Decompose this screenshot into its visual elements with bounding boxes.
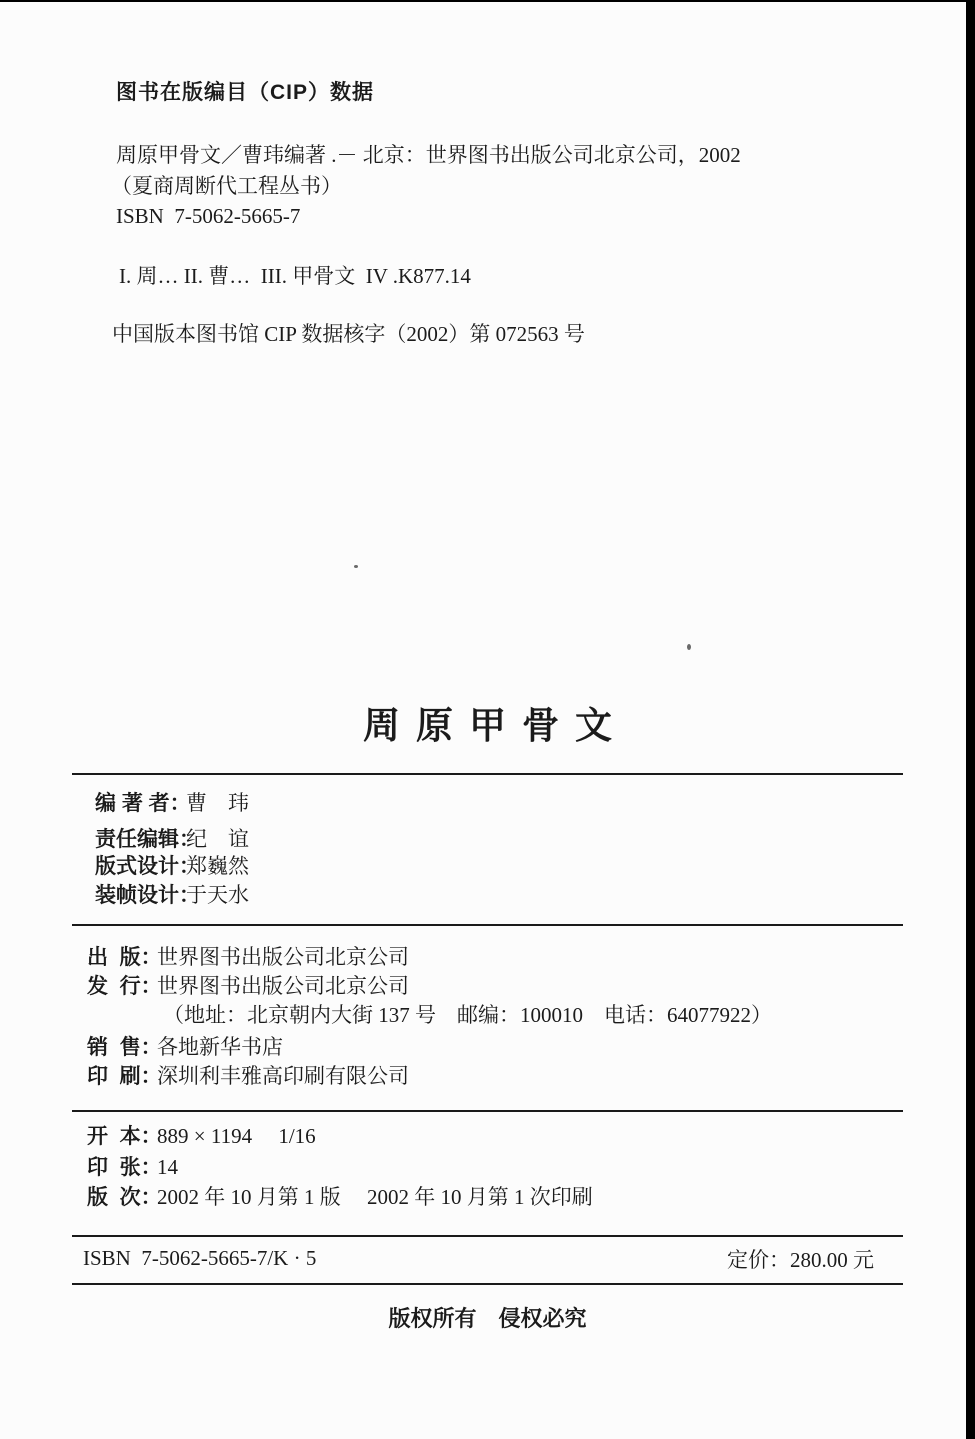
publishing-value: 世界图书出版公司北京公司 <box>157 945 409 969</box>
format-value: 14 <box>157 1155 178 1179</box>
divider-rule-3 <box>72 1110 903 1112</box>
credits-row-author <box>0 793 975 819</box>
publishing-row-publisher <box>0 947 975 973</box>
divider-rule-4 <box>72 1235 903 1237</box>
credits-label: 责任编辑： <box>95 828 200 851</box>
publishing-value: 世界图书出版公司北京公司 <box>157 974 409 998</box>
isbn-price-row <box>0 1248 975 1274</box>
publishing-label: 印 刷： <box>87 1065 162 1088</box>
credits-row-layout-design <box>0 856 975 882</box>
format-row-edition <box>0 1187 975 1213</box>
publishing-row-sales <box>0 1037 975 1063</box>
credits-row-binding-design <box>0 885 975 911</box>
divider-rule-1 <box>72 773 903 775</box>
credits-row-editor <box>0 829 975 855</box>
publishing-value: 深圳利丰雅高印刷有限公司 <box>157 1064 409 1088</box>
format-label: 开 本： <box>87 1125 162 1148</box>
publishing-label: 发 行： <box>87 975 162 998</box>
book-title: 周原甲骨文 <box>362 705 628 746</box>
cip-classification-line: I. 周… II. 曹… III. 甲骨文 IV .K877.14 <box>119 264 471 288</box>
cip-heading: 图书在版编目（CIP）数据 <box>116 81 375 104</box>
isbn-number: ISBN 7-5062-5665-7/K · 5 <box>83 1246 317 1270</box>
scan-edge-right <box>966 0 975 1439</box>
format-label: 印 张： <box>87 1156 162 1179</box>
credits-value: 于天水 <box>186 883 249 907</box>
scan-speck-2 <box>687 644 691 650</box>
publishing-address-note: （地址：北京朝内大街 137 号 邮编：100010 电话：64077922） <box>163 1003 772 1027</box>
format-row-size <box>0 1126 975 1152</box>
publishing-row-address <box>0 1005 975 1031</box>
scan-edge-top <box>0 0 975 2</box>
publishing-label: 销 售： <box>87 1036 162 1059</box>
publishing-label: 出 版： <box>87 946 162 969</box>
cip-isbn-line: ISBN 7-5062-5665-7 <box>116 204 301 228</box>
divider-rule-2 <box>72 924 903 926</box>
format-row-sheets <box>0 1157 975 1183</box>
publishing-row-printer <box>0 1066 975 1092</box>
format-label: 版 次： <box>87 1186 162 1209</box>
credits-value: 曹 玮 <box>186 791 249 815</box>
cip-series-line: （夏商周断代工程丛书） <box>111 174 342 198</box>
divider-rule-5 <box>72 1283 903 1285</box>
scan-speck-1 <box>354 565 358 568</box>
credits-label: 编 著 者： <box>95 792 191 815</box>
publishing-value: 各地新华书店 <box>157 1035 283 1059</box>
price: 定价：280.00 元 <box>727 1248 874 1272</box>
credits-label: 装帧设计： <box>95 884 200 907</box>
publishing-row-distributor <box>0 976 975 1002</box>
format-value: 2002 年 10 月第 1 版 2002 年 10 月第 1 次印刷 <box>157 1185 593 1209</box>
format-value: 889 × 1194 1/16 <box>157 1124 316 1148</box>
credits-label: 版式设计： <box>95 855 200 878</box>
copyright-notice: 版权所有 侵权必究 <box>388 1306 587 1331</box>
credits-value: 纪 谊 <box>186 827 249 851</box>
credits-value: 郑巍然 <box>186 854 249 878</box>
cip-record-line: 中国版本图书馆 CIP 数据核字（2002）第 072563 号 <box>112 322 585 346</box>
cip-title-line: 周原甲骨文／曹玮编著 .－ 北京：世界图书出版公司北京公司，2002 <box>116 143 741 167</box>
